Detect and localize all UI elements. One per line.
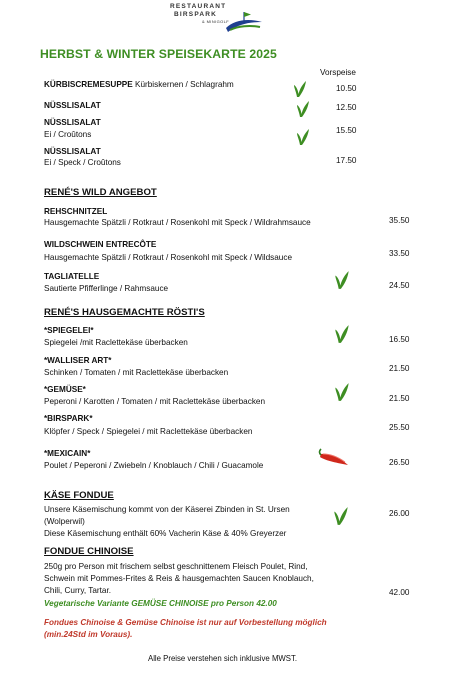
dish-description: Poulet / Peperoni / Zwiebeln / Knoblauch / Chili / Guacamole (44, 461, 264, 470)
fondue-price: 26.00 (389, 509, 410, 518)
vegetarian-leaf-icon (296, 128, 310, 146)
vegetarian-variant-note: Vegetarische Variante GEMÜSE CHINOISE pro Person 42.00 (44, 599, 277, 608)
dish-price: 24.50 (389, 281, 410, 290)
vegetarian-leaf-icon (293, 80, 307, 98)
section-title-chinoise: FONDUE CHINOISE (44, 546, 134, 557)
starter-name: NÜSSLISALAT (44, 147, 101, 156)
fondue-description-line: Unsere Käsemischung kommt von der Käserei Zbinden in St. Ursen (44, 505, 290, 514)
vegetarian-leaf-icon (334, 382, 350, 402)
vat-footer-note: Alle Preise verstehen sich inklusive MWST. (148, 654, 298, 663)
dish-price: 25.50 (389, 423, 410, 432)
chinoise-price: 42.00 (389, 588, 410, 597)
dish-price: 21.50 (389, 364, 410, 373)
starter-price: 10.50 (336, 84, 357, 93)
dish-name: WILDSCHWEIN ENTRECÔTE (44, 240, 157, 249)
dish-name: *GEMÜSE* (44, 385, 86, 394)
dish-description: Peperoni / Karotten / Tomaten / mit Raclettekäse überbacken (44, 397, 266, 406)
dish-description: Klöpfer / Speck / Spiegelei / mit Raclettekäse überbacken (44, 427, 253, 436)
dish-price: 26.50 (389, 458, 410, 467)
dish-price: 33.50 (389, 249, 410, 258)
dish-name: *WALLISER ART* (44, 356, 112, 365)
logo-line-restaurant: RESTAURANT (170, 3, 227, 10)
dish-price: 16.50 (389, 335, 410, 344)
starter-name: NÜSSLISALAT (44, 101, 101, 110)
logo-line-minigolf: & MINIGOLF (202, 19, 230, 24)
dish-name: REHSCHNITZEL (44, 207, 108, 216)
logo-line-birspark: BIRSPARK (174, 11, 218, 18)
section-title-wild: RENÉ'S WILD ANGEBOT (44, 187, 157, 198)
menu-title: HERBST & WINTER SPEISEKARTE 2025 (40, 47, 277, 61)
starter-description: Kürbiskernen / Schlagrahm (135, 80, 234, 89)
dish-price: 21.50 (389, 394, 410, 403)
fondue-description-line: (Wolperwil) (44, 517, 85, 526)
vegetarian-leaf-icon (334, 270, 350, 290)
dish-description: Schinken / Tomaten / mit Raclettekäse überbacken (44, 368, 229, 377)
dish-description: Spiegelei /mit Raclettekäse überbacken (44, 338, 188, 347)
fondue-description-line: Diese Käsemischung enthält 60% Vacherin Käse & 40% Greyerzer (44, 529, 287, 538)
dish-name: *MEXICAIN* (44, 449, 91, 458)
vegetarian-leaf-icon (333, 506, 349, 526)
section-title-roesti: RENÉ'S HAUSGEMACHTE RÖSTI'S (44, 307, 205, 318)
starter-price: 12.50 (336, 103, 357, 112)
starter-price: 15.50 (336, 126, 357, 135)
dish-description: Hausgemachte Spätzli / Rotkraut / Rosenkohl mit Speck / Wildrahmsauce (44, 218, 311, 227)
preorder-notice-line: (min.24Std im Voraus). (44, 630, 133, 639)
chinoise-description-line: Chili, Curry, Tartar. (44, 586, 112, 595)
chinoise-description-line: Schwein mit Pommes-Frites & Reis & hausgemachten Saucen Knoblauch, (44, 574, 314, 583)
starter-description: Ei / Croûtons (44, 130, 92, 139)
starter-name: KÜRBISCREMESUPPE Kürbiskernen / Schlagrahm (44, 80, 234, 89)
starter-name: NÜSSLISALAT (44, 118, 101, 127)
vegetarian-leaf-icon (334, 324, 350, 344)
dish-description: Sautierte Pfifferlinge / Rahmsauce (44, 284, 169, 293)
vorspeise-column-header: Vorspeise (320, 68, 356, 77)
spicy-chili-icon (318, 448, 350, 468)
dish-name: *SPIEGELEI* (44, 326, 94, 335)
chinoise-description-line: 250g pro Person mit frischem selbst geschnittenem Fleisch Poulet, Rind, (44, 562, 308, 571)
starter-description: Ei / Speck / Croûtons (44, 158, 121, 167)
starter-price: 17.50 (336, 156, 357, 165)
vegetarian-leaf-icon (296, 100, 310, 118)
dish-price: 35.50 (389, 216, 410, 225)
dish-name: TAGLIATELLE (44, 272, 100, 281)
section-title-fondue: KÄSE FONDUE (44, 490, 114, 501)
dish-description: Hausgemachte Spätzli / Rotkraut / Rosenkohl mit Speck / Wildsauce (44, 253, 293, 262)
restaurant-logo (168, 3, 268, 37)
dish-name: *BIRSPARK* (44, 414, 93, 423)
minigolf-swoosh-icon (224, 10, 264, 34)
preorder-notice-line: Fondues Chinoise & Gemüse Chinoise ist nur auf Vorbestellung möglich (44, 618, 327, 627)
